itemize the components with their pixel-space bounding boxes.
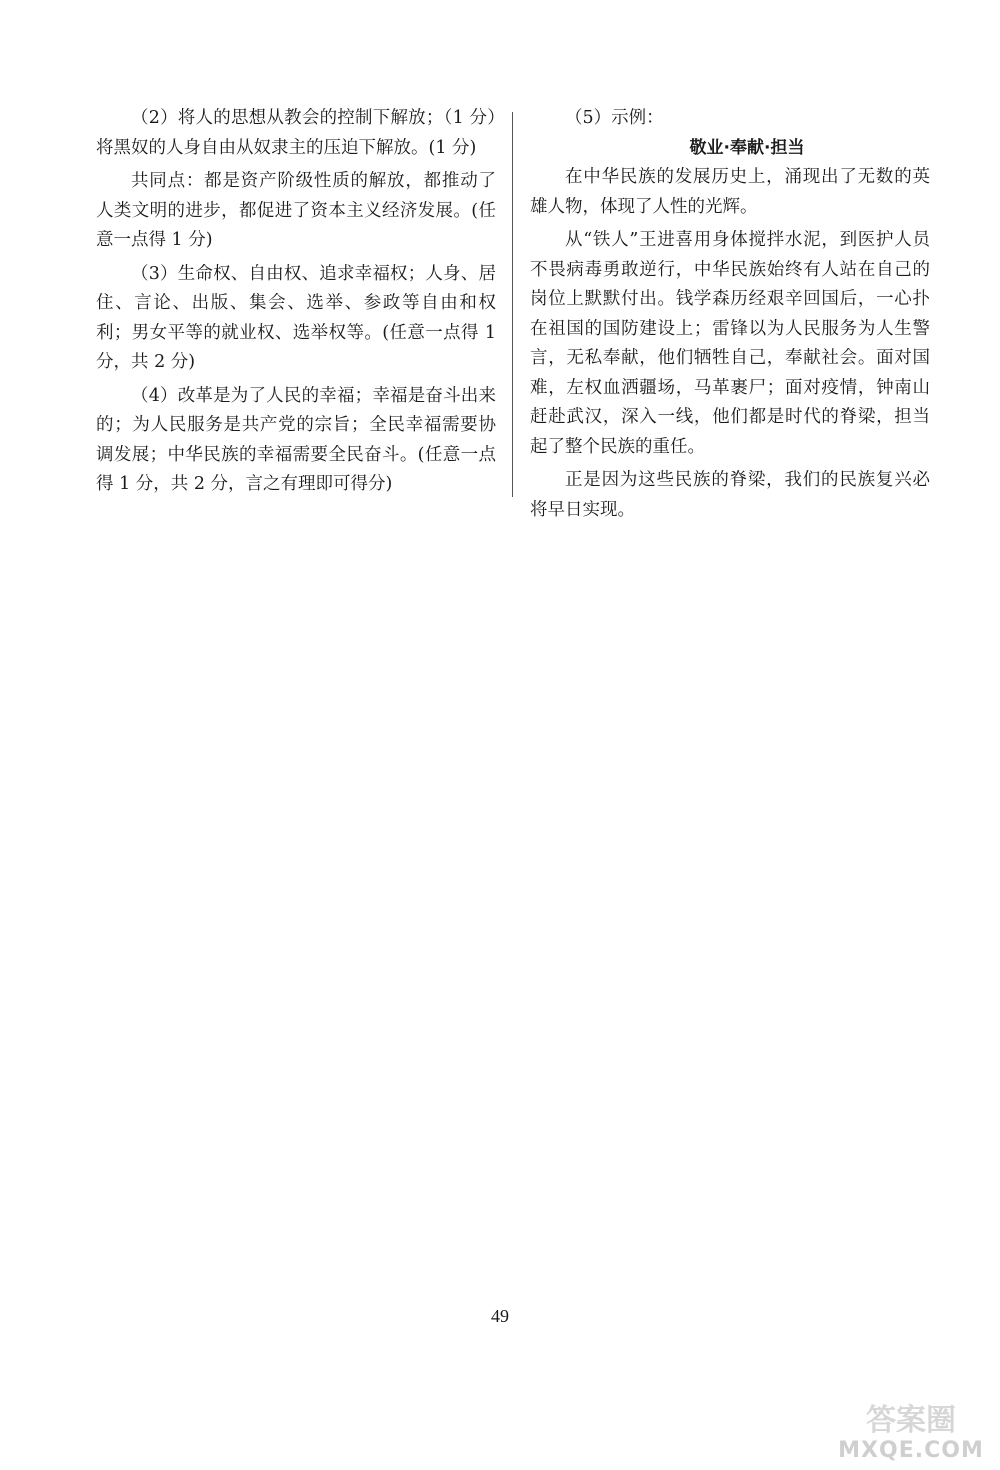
- answer-common-points: 共同点：都是资产阶级性质的解放，都推动了人类文明的进步，都促进了资本主义经济发展。(任意一点得 1 分): [96, 171, 496, 250]
- column-divider: [512, 112, 513, 497]
- left-column: [96, 104, 496, 500]
- watermark-logo-text: 答案圈: [866, 1403, 956, 1438]
- answer-3: （3）生命权、自由权、追求幸福权；人身、居住、言论、出版、集会、选举、参政等自由和权利；男女平等的就业权、选举权等。(任意一点得 1 分，共 2 分): [96, 263, 496, 372]
- essay-title: 敬业·奉献·担当: [689, 137, 805, 158]
- answer-2: （2）将人的思想从教会的控制下解放；（1 分）将黑奴的人身自由从奴隶主的压迫下解放。(1 分): [96, 108, 496, 158]
- answer-4: （4）改革是为了人民的幸福；幸福是奋斗出来的；为人民服务是共产党的宗旨；全民幸福需要协调发展；中华民族的幸福需要全民奋斗。(任意一点得 1 分，共 2 分，言之有理即可得分): [96, 385, 496, 494]
- right-column: [530, 104, 930, 525]
- page-number: 49: [491, 1306, 509, 1326]
- site-watermark: [826, 1400, 996, 1464]
- watermark-logo-icon: [836, 1400, 986, 1438]
- essay-paragraph-2: 从“铁人”王进喜用身体搅拌水泥，到医护人员不畏病毒勇敢逆行，中华民族始终有人站在自己的岗位上默默付出。钱学森历经艰辛回国后，一心扑在祖国的国防建设上；雷锋以为人民服务为人生警言，无私奉献，他们牺牲自己，奉献社会。面对国难，左权血洒疆场，马革裹尸；面对疫情，钟南山赶赴武汉，深入一线，他们都是时代的脊梁，担当起了整个民族的重任。: [530, 230, 930, 457]
- essay-paragraph-3: 正是因为这些民族的脊梁，我们的民族复兴必将早日实现。: [530, 470, 930, 520]
- essay-paragraph-1: 在中华民族的发展历史上，涌现出了无数的英雄人物，体现了人性的光辉。: [530, 167, 930, 217]
- watermark-site-text: MXQE.COM: [838, 1438, 984, 1463]
- answer-5-label: （5）示例：: [565, 108, 664, 128]
